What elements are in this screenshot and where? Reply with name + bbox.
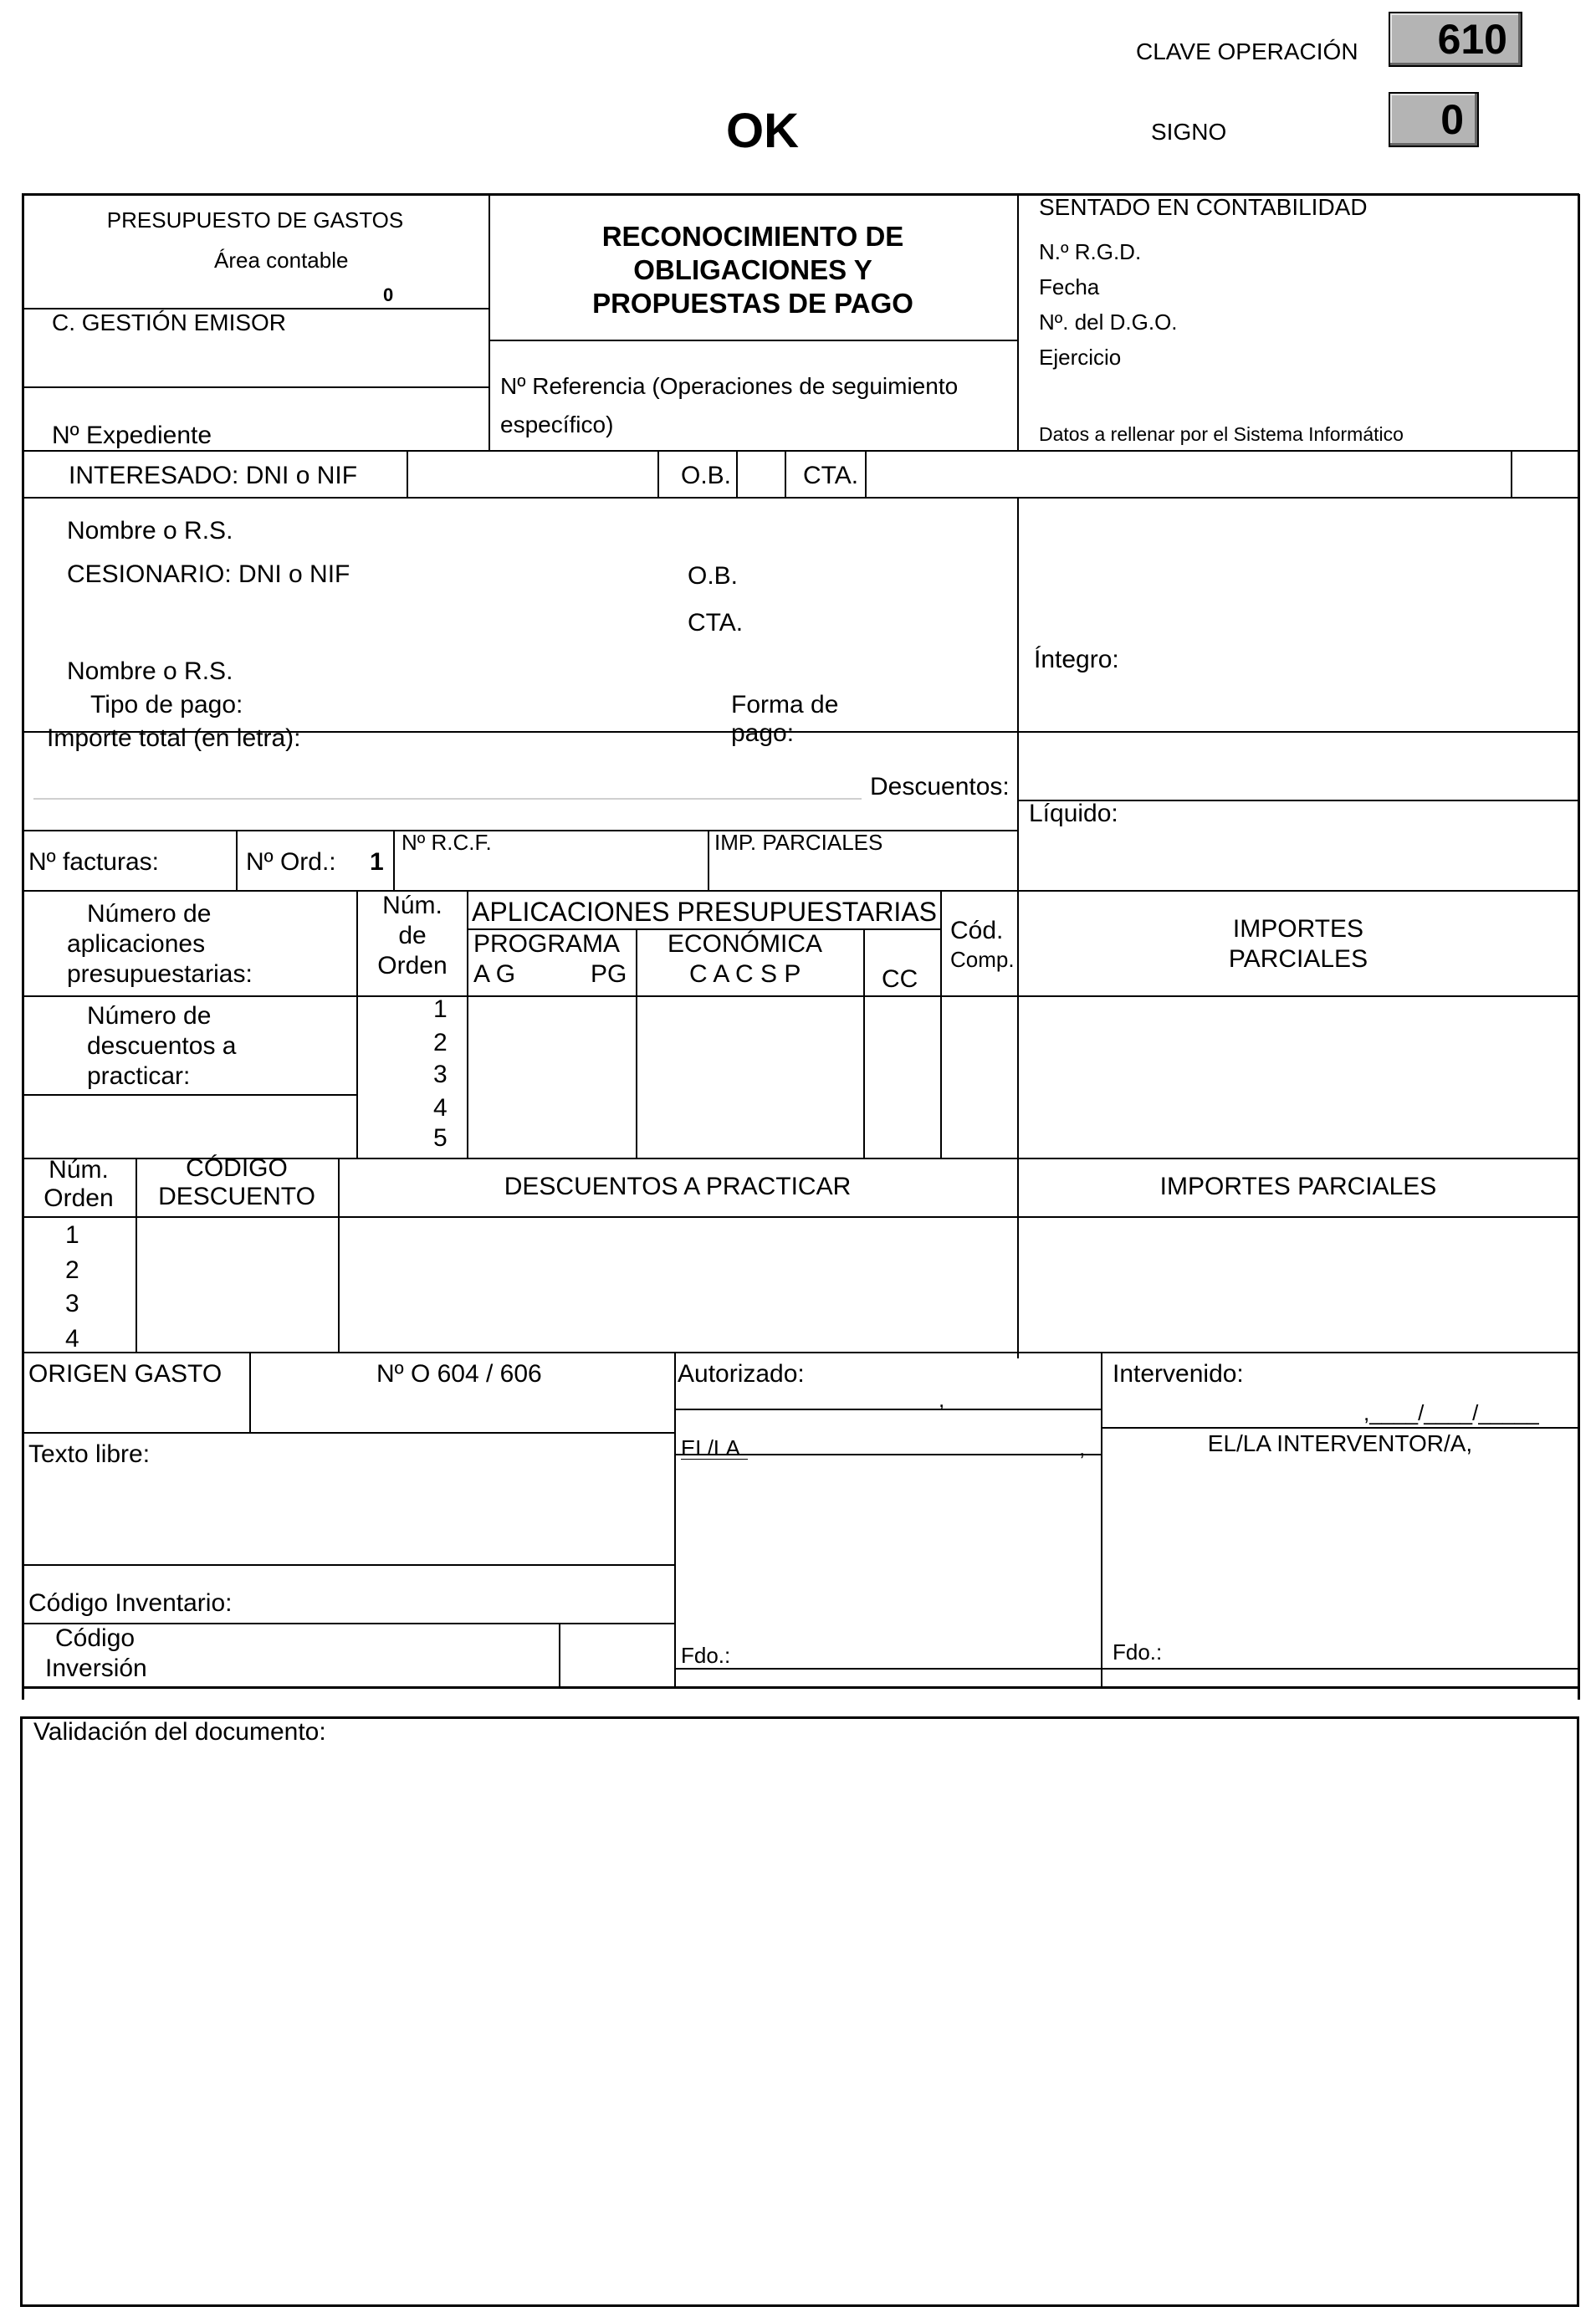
divider: [559, 1623, 560, 1686]
cc-label: CC: [882, 965, 918, 993]
desc-num-line1: Núm.: [49, 1156, 109, 1184]
forma-pago-clip: [731, 691, 982, 747]
presupuesto-gastos: PRESUPUESTO DE GASTOS: [106, 207, 404, 233]
fdo-intervenido: Fdo.:: [1113, 1639, 1163, 1665]
rcf-label: Nº R.C.F.: [402, 830, 492, 855]
divider: [1101, 1352, 1102, 1686]
divider: [1511, 450, 1512, 497]
codigo-inversion-line1: Código: [55, 1624, 136, 1652]
area-contable-label: Área contable: [214, 248, 349, 273]
divider: [22, 890, 1579, 892]
divider: [22, 1352, 1579, 1353]
n-ord-value: 1: [370, 848, 384, 876]
form-left-border: [22, 194, 24, 1700]
gestion-emisor-label: C. GESTIÓN EMISOR: [52, 309, 287, 335]
descuento-orden-3: 3: [65, 1290, 79, 1317]
nombre-rs-label: Nombre o R.S.: [67, 517, 233, 545]
num-orden-line3: Orden: [377, 952, 448, 979]
forma-pago-label: Forma de pago:: [731, 691, 839, 747]
integro-label: Íntegro:: [1034, 646, 1119, 673]
fecha-blanks: ,____/____/_____: [1363, 1400, 1539, 1425]
divider: [674, 1409, 1101, 1410]
tipo-pago-label: Tipo de pago:: [90, 691, 243, 719]
economica-label: ECONÓMICA: [668, 930, 823, 958]
divider: [393, 830, 395, 890]
aplicacion-orden-4: 4: [433, 1094, 448, 1122]
cesionario-dni-label: CESIONARIO: DNI o NIF: [67, 560, 350, 588]
form-bottom-border: [22, 1686, 1579, 1689]
sentado-contabilidad: SENTADO EN CONTABILIDAD: [1039, 194, 1368, 220]
ag-label: A G: [473, 960, 516, 988]
validacion-label: Validación del documento:: [33, 1718, 326, 1746]
imp-parciales-label: IMP. PARCIALES: [714, 830, 883, 855]
codigo-inventario-label: Código Inventario:: [28, 1589, 233, 1617]
origen-gasto-label: ORIGEN GASTO: [28, 1360, 223, 1388]
status-ok: OK: [726, 104, 799, 158]
descuentos-label: Descuentos:: [870, 773, 1010, 800]
interesado-ob-label: O.B.: [681, 462, 732, 489]
pg-label: PG: [591, 960, 627, 988]
divider: [467, 890, 468, 1158]
divider: [674, 1668, 1579, 1670]
codigo-descuento-line1: CÓDIGO: [186, 1154, 288, 1182]
divider: [236, 830, 238, 890]
signo-label: SIGNO: [1151, 119, 1227, 145]
n-facturas-label: Nº facturas:: [28, 848, 160, 876]
fdo-autorizado: Fdo.:: [681, 1643, 731, 1668]
divider: [22, 386, 489, 388]
clave-operacion-label: CLAVE OPERACIÓN: [1136, 38, 1358, 64]
comp-label: Comp.: [950, 947, 1015, 972]
texto-libre-label: Texto libre:: [28, 1440, 151, 1468]
codigo-descuento-line2: DESCUENTO: [158, 1183, 315, 1210]
interesado-cta-label: CTA.: [803, 462, 859, 489]
num-descuentos-line1: Número de: [87, 1002, 212, 1030]
programa-label: PROGRAMA: [473, 930, 621, 958]
divider: [22, 995, 1579, 997]
divider: [674, 1352, 676, 1686]
divider: [785, 450, 786, 497]
importe-letra-line: [33, 798, 862, 800]
num-orden-line1: Núm.: [382, 892, 442, 919]
dgo-label: Nº. del D.G.O.: [1039, 309, 1178, 335]
autorizado-comma: ,: [939, 1387, 945, 1412]
descuento-orden-2: 2: [65, 1256, 79, 1284]
divider: [863, 928, 865, 1158]
divider: [489, 340, 1017, 341]
divider: [636, 928, 637, 1158]
el-la-underline: [681, 1459, 748, 1460]
liquido-label: Líquido:: [1029, 800, 1118, 827]
importes-parciales-line1: IMPORTES: [1232, 915, 1364, 943]
aplicacion-orden-5: 5: [433, 1124, 448, 1152]
referencia-line1: Nº Referencia (Operaciones de seguimiento: [500, 373, 959, 399]
interventor-label: EL/LA INTERVENTOR/A,: [1207, 1430, 1473, 1456]
interesado-dni-label: INTERESADO: DNI o NIF: [69, 462, 358, 489]
desc-num-line2: Orden: [43, 1184, 114, 1212]
validacion-frame: [20, 1716, 1579, 2307]
sistema-note: Datos a rellenar por el Sistema Informático: [1039, 423, 1404, 445]
divider: [22, 497, 1579, 499]
cacsp-label: C A C S P: [689, 960, 801, 988]
num-descuentos-line2: descuentos a: [87, 1032, 237, 1060]
divider: [22, 1564, 674, 1566]
form-title-line2: OBLIGACIONES Y: [633, 254, 872, 285]
no-604-606-label: Nº O 604 / 606: [376, 1360, 542, 1388]
expediente-label: Nº Expediente: [52, 422, 212, 449]
el-la-label: EL/LA: [681, 1435, 740, 1460]
descuento-orden-1: 1: [65, 1221, 79, 1249]
num-aplicaciones-line2: aplicaciones: [67, 930, 206, 958]
referencia-line2: específico): [500, 412, 614, 437]
autorizado-label: Autorizado:: [678, 1360, 805, 1388]
codigo-inversion-line2: Inversión: [45, 1655, 147, 1682]
num-aplicaciones-line3: presupuestarias:: [67, 960, 253, 988]
desc-importes-parciales: IMPORTES PARCIALES: [1159, 1173, 1437, 1200]
divider: [657, 450, 659, 497]
cesionario-ob-label: O.B.: [688, 562, 739, 590]
importe-total-label: Importe total (en letra):: [47, 724, 301, 752]
n-ord-label: Nº Ord.:: [246, 848, 336, 876]
intervenido-label: Intervenido:: [1113, 1360, 1244, 1388]
aplicacion-orden-3: 3: [433, 1061, 448, 1088]
aplicacion-orden-1: 1: [433, 995, 448, 1023]
divider: [407, 450, 408, 497]
rgd-label: N.º R.G.D.: [1039, 239, 1142, 264]
fecha-label: Fecha: [1039, 274, 1100, 299]
ejercicio-label: Ejercicio: [1039, 345, 1122, 370]
num-aplicaciones-line1: Número de: [87, 900, 212, 928]
nombre-rs-label-2: Nombre o R.S.: [67, 657, 233, 685]
divider: [1101, 1427, 1579, 1429]
divider: [22, 1094, 356, 1096]
cesionario-cta-label: CTA.: [688, 609, 744, 637]
divider: [22, 1432, 674, 1434]
divider: [249, 1352, 251, 1432]
aplicaciones-title: APLICACIONES PRESUPUESTARIAS: [472, 897, 937, 927]
area-contable-value: 0: [383, 284, 394, 305]
clave-operacion-value: 610: [1389, 12, 1522, 67]
divider: [708, 830, 709, 890]
divider: [1017, 194, 1019, 450]
signo-value: 0: [1389, 92, 1479, 147]
aplicacion-orden-2: 2: [433, 1029, 448, 1056]
divider: [22, 450, 1579, 452]
num-orden-line2: de: [398, 922, 427, 949]
descuentos-practicar-title: DESCUENTOS A PRACTICAR: [504, 1173, 852, 1200]
importes-parciales-line2: PARCIALES: [1228, 945, 1368, 973]
divider: [22, 1216, 1579, 1218]
form-title-line1: RECONOCIMIENTO DE: [601, 221, 904, 252]
descuento-orden-4: 4: [65, 1325, 79, 1353]
el-la-comma: ,: [1079, 1435, 1086, 1460]
cod-label: Cód.: [950, 917, 1004, 944]
form-title-line3: PROPUESTAS DE PAGO: [592, 288, 913, 319]
num-descuentos-line3: practicar:: [87, 1062, 191, 1090]
divider: [865, 450, 867, 497]
divider: [736, 450, 738, 497]
divider: [940, 890, 942, 1158]
